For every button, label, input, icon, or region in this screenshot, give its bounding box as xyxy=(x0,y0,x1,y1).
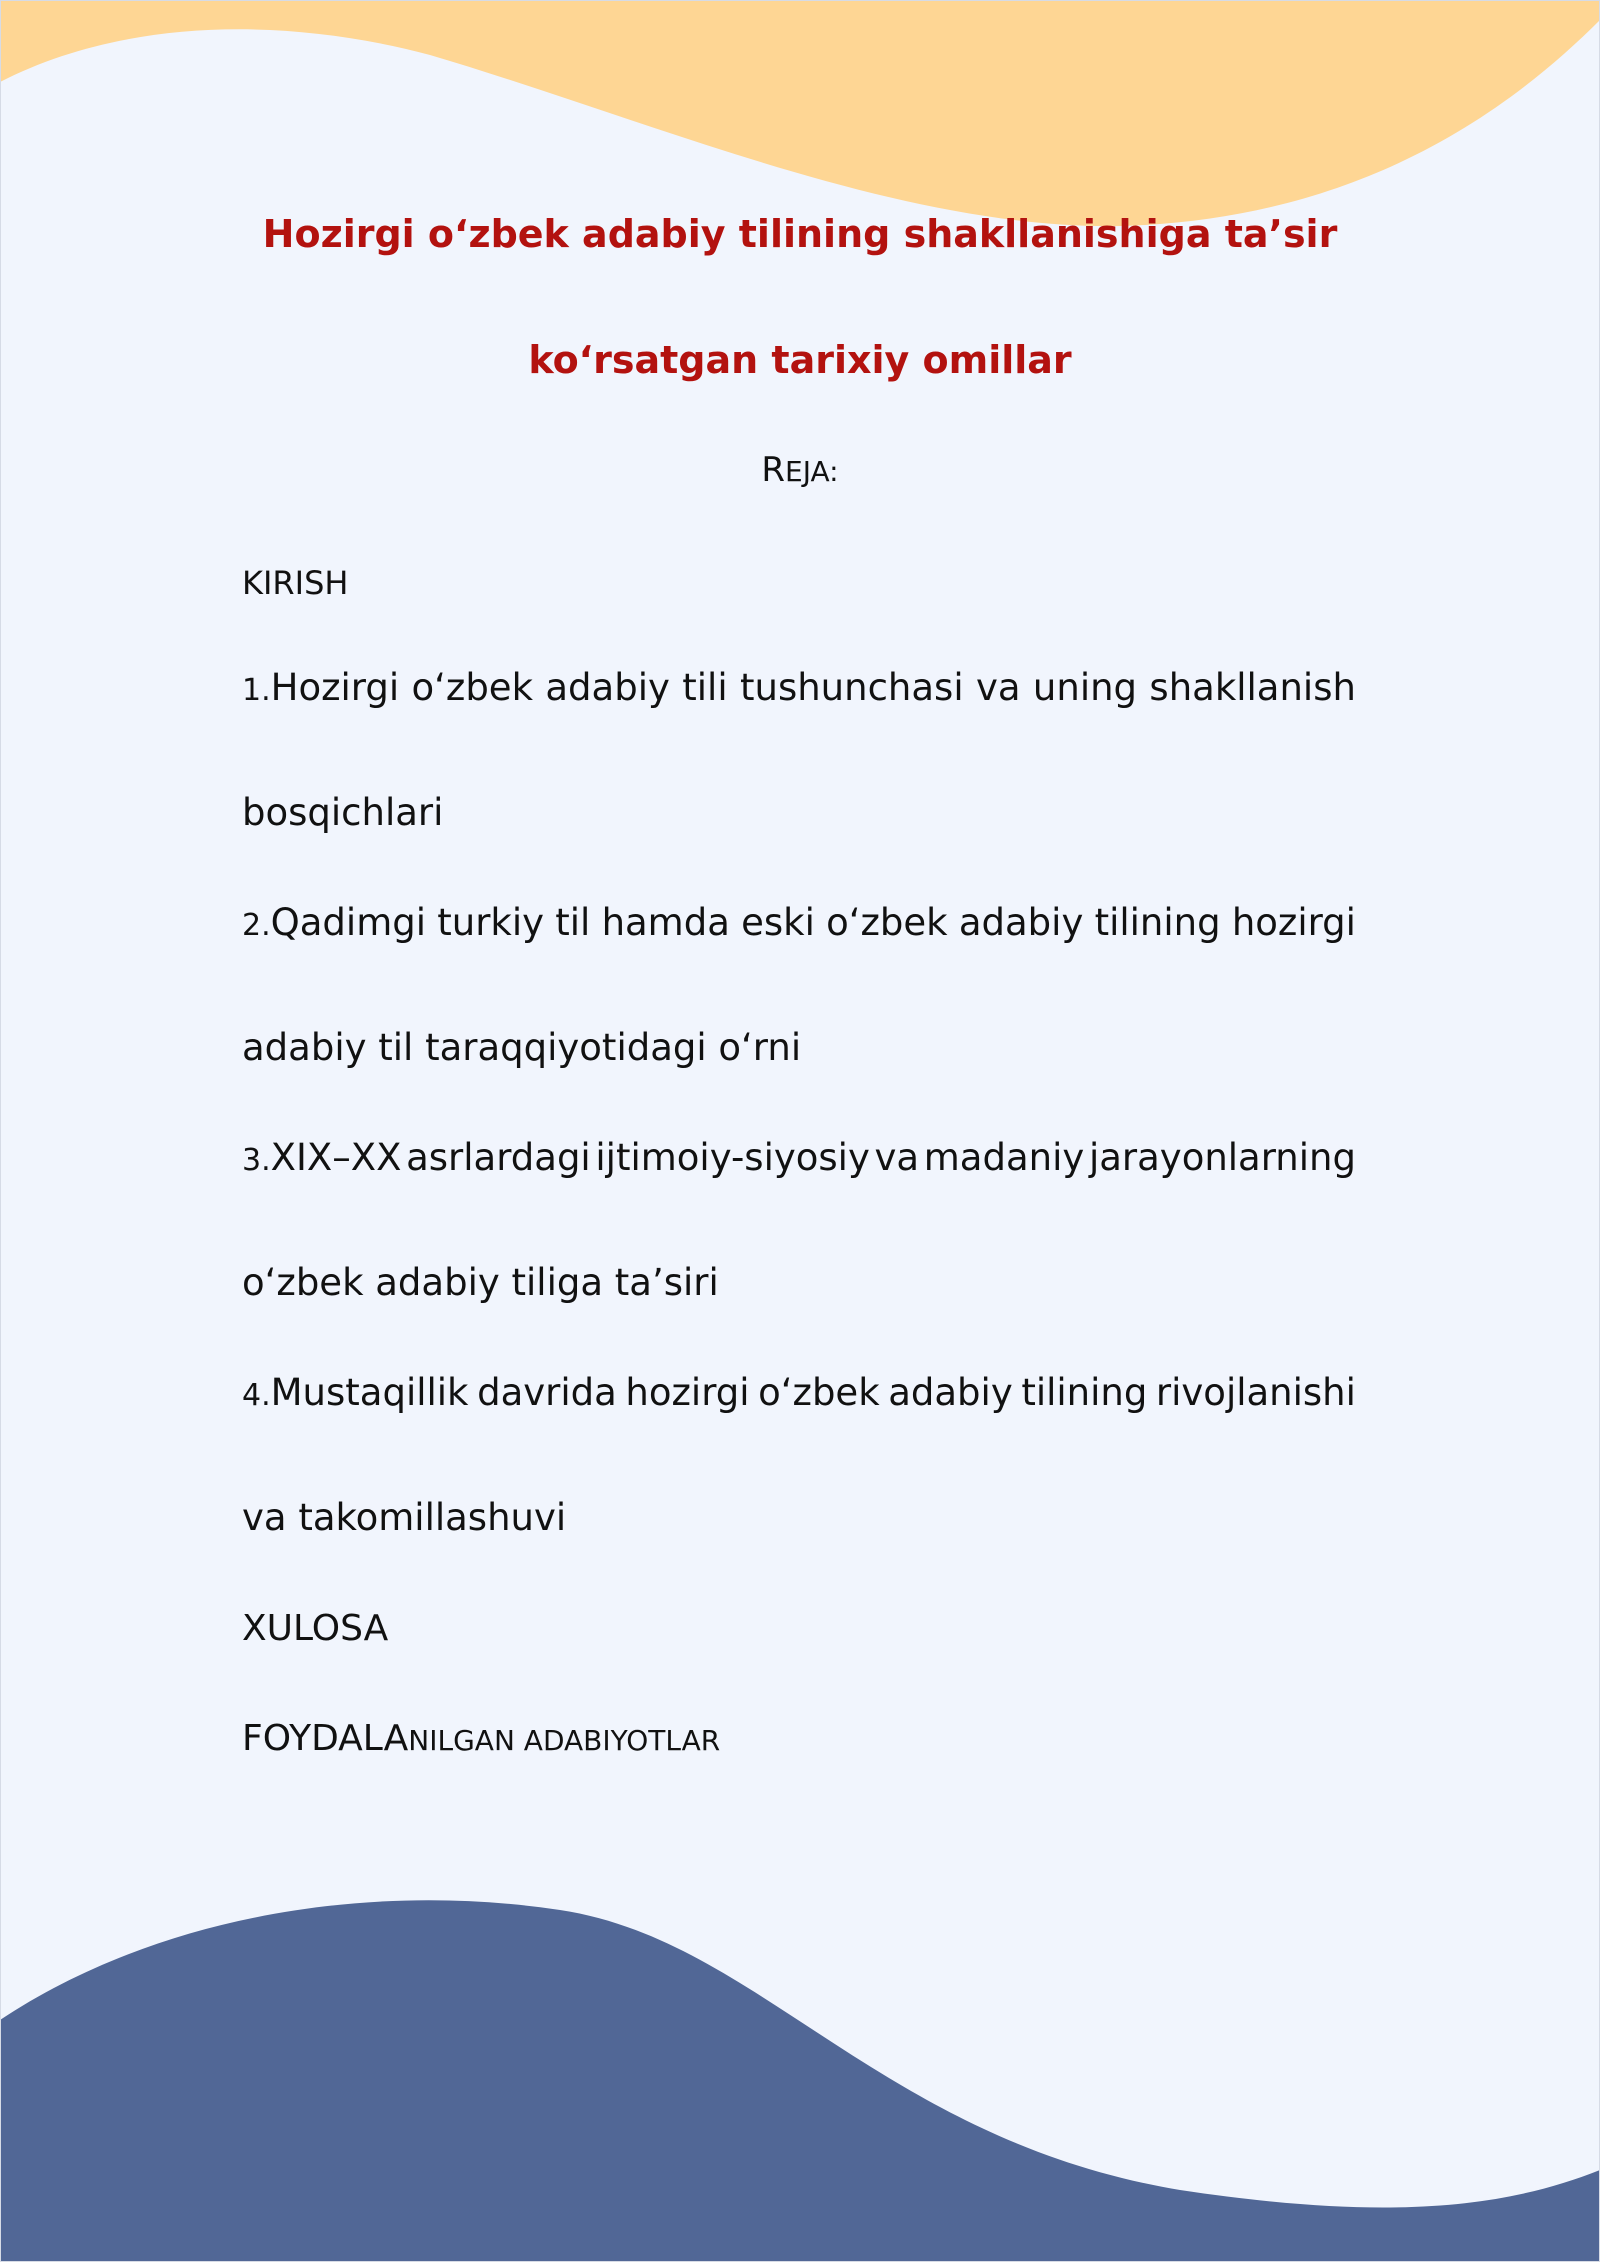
plan-item-2-word: tilining xyxy=(1094,901,1221,944)
plan-item-4-word: 4.Mustaqillik xyxy=(242,1371,469,1414)
plan-item-4-line-2: va takomillashuvi xyxy=(242,1496,567,1539)
plan-item-4-word: adabiy xyxy=(888,1371,1013,1414)
plan-item-4-word: hozirgi xyxy=(625,1371,750,1414)
plan-heading xyxy=(0,449,1600,493)
plan-item-2-word: hamda xyxy=(601,901,730,944)
references-heading-first: FOYDALA xyxy=(242,1718,409,1759)
plan-item-2-word: til xyxy=(555,901,591,944)
plan-item-1-word: 1.Hozirgi xyxy=(242,666,400,709)
plan-item-3-line-2: o‘zbek adabiy tiliga ta’siri xyxy=(242,1261,719,1304)
plan-item-1-word: uning xyxy=(1032,666,1138,709)
plan-item-1-word: adabiy xyxy=(545,666,670,709)
plan-item-1-word: va xyxy=(975,666,1021,709)
plan-item-1-number: 1. xyxy=(242,673,271,708)
plan-item-1-word: shakllanish xyxy=(1149,666,1356,709)
references-heading xyxy=(242,1717,720,1763)
plan-item-2-word: adabiy xyxy=(958,901,1084,944)
plan-item-3-word: ijtimoiy-siyosiy xyxy=(595,1136,870,1179)
top-wave-decoration xyxy=(0,0,1600,240)
plan-item-4-word: o‘zbek xyxy=(758,1371,880,1414)
intro-heading: KIRISH xyxy=(242,564,349,602)
references-heading-rest: NILGAN ADABIYOTLAR xyxy=(408,1724,721,1757)
plan-item-1-word: o‘zbek xyxy=(411,666,533,709)
plan-item-3-word: 3.XIX–XX xyxy=(242,1136,402,1179)
document-title-line-2: ko‘rsatgan tarixiy omillar xyxy=(528,338,1072,382)
plan-heading-rest: EJA: xyxy=(785,455,839,488)
plan-item-4-line-1 xyxy=(242,1370,1356,1419)
plan-item-4-number: 4. xyxy=(242,1378,271,1413)
plan-item-2-word: hozirgi xyxy=(1231,901,1356,944)
plan-item-4-word: tilining xyxy=(1021,1371,1148,1414)
plan-item-2-word: o‘zbek xyxy=(826,901,948,944)
plan-item-2-line-1 xyxy=(242,900,1356,949)
plan-item-1-line-2: bosqichlari xyxy=(242,791,444,834)
plan-item-2-line-2: adabiy til taraqqiyotidagi o‘rni xyxy=(242,1026,802,1069)
plan-item-3-word: jarayonlarning xyxy=(1088,1136,1356,1179)
plan-item-4-word: rivojlanishi xyxy=(1155,1371,1356,1414)
plan-item-3-line-1 xyxy=(242,1135,1356,1184)
plan-item-3-word: asrlardagi xyxy=(406,1136,591,1179)
plan-item-2-number: 2. xyxy=(242,908,271,943)
plan-item-1-line-1 xyxy=(242,665,1356,714)
plan-item-2-word: eski xyxy=(741,901,815,944)
plan-item-2-word: turkiy xyxy=(437,901,545,944)
plan-item-2-word: 2.Qadimgi xyxy=(242,901,426,944)
plan-item-1-word: tili xyxy=(682,666,728,709)
bottom-wave-decoration xyxy=(0,1880,1600,2262)
plan-heading-initial: R xyxy=(761,450,786,490)
plan-item-3-word: madaniy xyxy=(923,1136,1085,1179)
plan-item-1-word: tushunchasi xyxy=(739,666,964,709)
plan-item-4-word: davrida xyxy=(477,1371,617,1414)
plan-item-3-word: va xyxy=(874,1136,920,1179)
document-title-line-1: Hozirgi o‘zbek adabiy tilining shakllanishiga ta’sir xyxy=(262,212,1338,256)
plan-item-3-number: 3. xyxy=(242,1143,271,1178)
conclusion-heading: XULOSA xyxy=(242,1608,389,1649)
